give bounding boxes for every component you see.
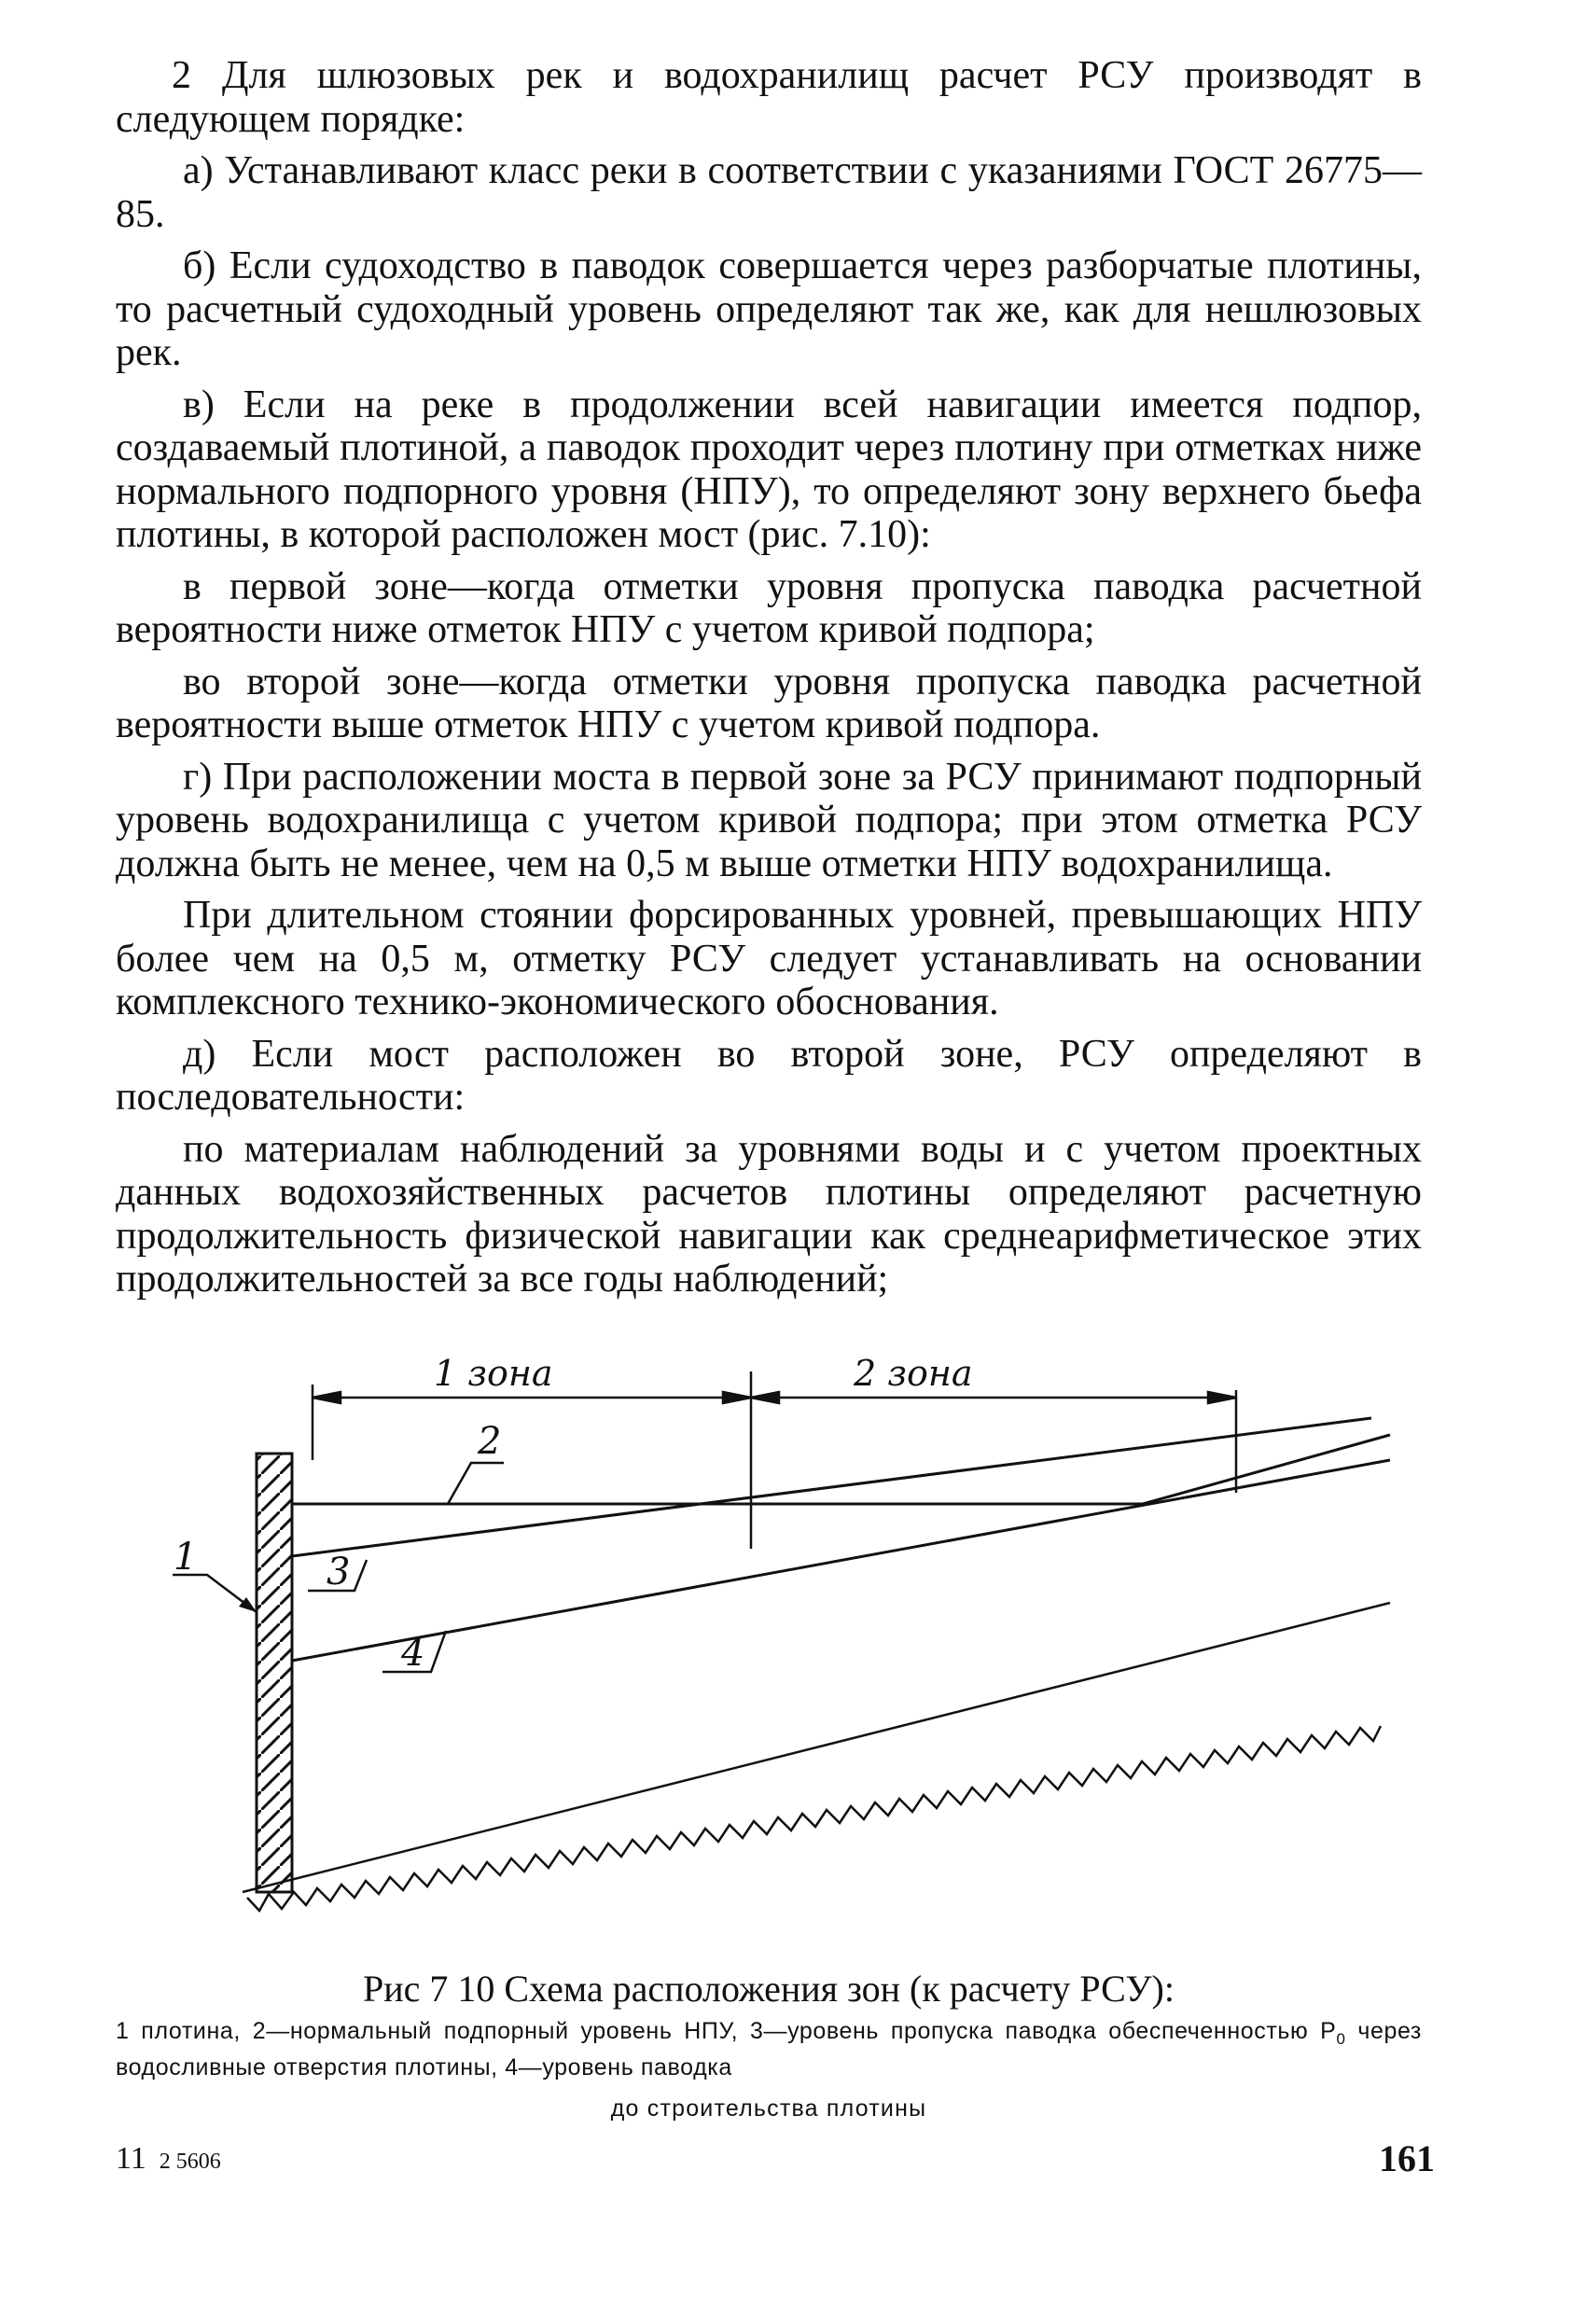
paragraph-8: При длительном стоянии форсированных уровней, превышающих НПУ более чем на 0,5 м, отметку РСУ следует устанавливать на основании комплексного технико-экономического обоснования.	[116, 894, 1422, 1023]
label-2: 2	[478, 1420, 502, 1463]
dam	[257, 1454, 292, 1892]
caption-desc-a: 1 плотина, 2—нормальный подпорный уровень НПУ, 3—уровень пропуска паводка обеспеченностью P	[116, 2018, 1337, 2044]
paragraph-5: в первой зоне—когда отметки уровня пропуска паводка расчетной вероятности ниже отметок НПУ с учетом кривой подпора;	[116, 564, 1422, 651]
label-4: 4	[401, 1632, 425, 1675]
caption-title: Рис 7 10 Схема расположения зон (к расчету РСУ):	[363, 1968, 1175, 2010]
signature-mark	[116, 2141, 221, 2177]
paragraph-10: по материалам наблюдений за уровнями воды и с учетом проектных данных водохозяйственных расчетов плотины определяют расчетную продолжительность физической навигации как среднеарифметическое этих продолжительностей за все годы наблюдений;	[116, 1127, 1422, 1301]
level-lines	[292, 1418, 1390, 1661]
paragraph-1: 2 Для шлюзовых рек и водохранилищ расчет РСУ производят в следующем порядке:	[116, 54, 1422, 141]
paragraph-6: во второй зоне—когда отметки уровня пропуска паводка расчетной вероятности выше отметок НПУ с учетом кривой подпора.	[116, 660, 1422, 746]
zone-diagram-svg	[149, 1343, 1437, 1922]
paragraph-4: в) Если на реке в продолжении всей навигации имеется подпор, создаваемый плотиной, а паводок проходит через плотину при отметках ниже нормального подпорного уровня (НПУ), то определяют зону верхнего бьефа плотины, в которой расположен мост (рис. 7.10):	[116, 383, 1422, 556]
paragraph-7: г) При расположении моста в первой зоне за РСУ принимают подпорный уровень водохранилища с учетом кривой подпора; при этом отметка РСУ должна быть не менее, чем на 0,5 м выше отметки НПУ водохранилища.	[116, 755, 1422, 885]
zone-diagram	[149, 1343, 1437, 1922]
body-text	[116, 54, 1422, 1310]
label-3: 3	[327, 1551, 351, 1593]
paragraph-9: д) Если мост расположен во второй зоне, РСУ определяют в последовательности:	[116, 1032, 1422, 1119]
paragraph-2: а) Устанавливают класс реки в соответствии с указаниями ГОСТ 26775—85.	[116, 149, 1422, 236]
zone-2-label: 2 зона	[854, 1353, 973, 1394]
paragraph-3: б) Если судоходство в паводок совершается через разборчатые плотины, то расчетный судоходный уровень определяют так же, как для нешлюзовых рек.	[116, 244, 1422, 374]
signature-number: 11	[116, 2141, 146, 2176]
zone-1-label: 1 зона	[434, 1353, 553, 1394]
caption-desc-subscript: 0	[1336, 2030, 1346, 2048]
signature-code: 2 5606	[159, 2150, 221, 2174]
zone-dimension	[313, 1371, 1236, 1549]
caption-description	[116, 2017, 1422, 2082]
caption-desc-b: через водосливные отверстия плотины, 4—уровень паводка	[116, 2018, 1422, 2080]
flood-level-line	[292, 1418, 1371, 1556]
caption-tail: до строительства плотины	[610, 2095, 927, 2122]
page-number: 161	[1379, 2137, 1435, 2179]
label-1: 1	[174, 1536, 198, 1579]
npu-line	[292, 1435, 1390, 1504]
figure-caption	[116, 1967, 1422, 2122]
